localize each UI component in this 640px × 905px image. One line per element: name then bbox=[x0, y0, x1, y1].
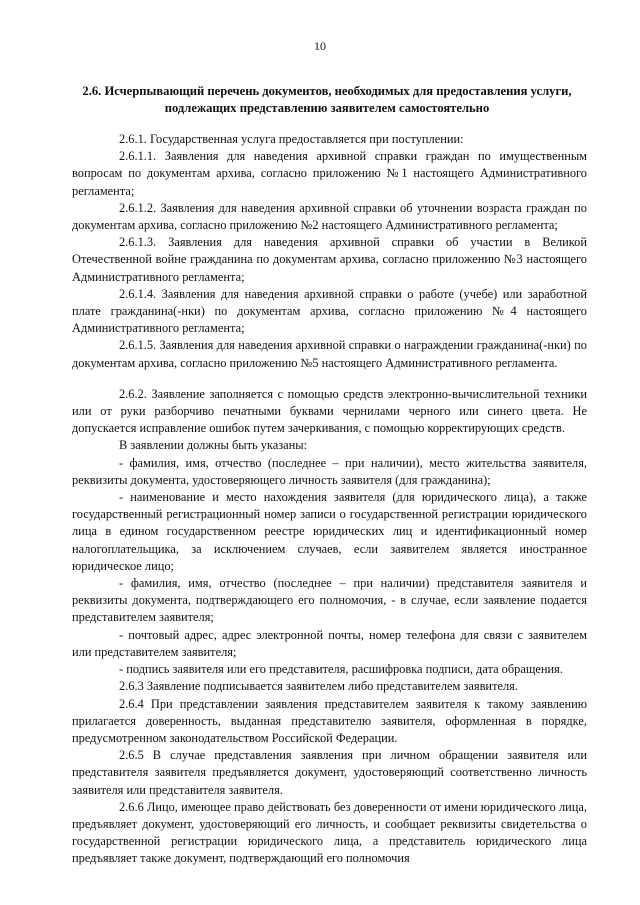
paragraph: 2.6.3 Заявление подписывается заявителем либо представителем заявителя. bbox=[119, 679, 518, 694]
section-heading: 2.6. Исчерпывающий перечень документов, необходимых для предоставления услуги, подлежащих представлению заявителем самостоятельно bbox=[82, 84, 572, 115]
document-body bbox=[72, 131, 587, 868]
paragraph: 2.6.1.4. Заявления для наведения архивной справки о работе (учебе) или заработной плате гражданина(-нки) по документам архива, согласно приложению №4 настоящего Административного регламента; bbox=[72, 286, 587, 336]
list-item: - фамилия, имя, отчество (последнее – при наличии) представителя заявителя и реквизиты документа, подтверждающего его полномочия, - в случае, если заявление подается представителем заявителя; bbox=[72, 576, 587, 625]
paragraph: В заявлении должны быть указаны: bbox=[119, 438, 308, 453]
paragraph: 2.6.5 В случае представления заявления при личном обращении заявителя или представителя заявителя предъявляется документ, удостоверяющий соответственно личность заявителя или представителя заявителя. bbox=[72, 748, 587, 797]
paragraph: 2.6.2. Заявление заполняется с помощью средств электронно-вычислительной техники или от руки разборчиво печатными буквами чернилами черного или синего цвета. Не допускается исправление ошибок путем зачеркивания, с помощью корректирующих средств. bbox=[72, 386, 587, 436]
list-item: - почтовый адрес, адрес электронной почты, номер телефона для связи с заявителем или представителем заявителя; bbox=[72, 627, 587, 659]
paragraph: 2.6.1. Государственная услуга предоставляется при поступлении: bbox=[119, 132, 464, 146]
paragraph: 2.6.6 Лицо, имеющее право действовать без доверенности от имени юридического лица, предъявляет документ, удостоверяющий его личность, и сообщает реквизиты свидетельства о государственной регистрации юридического лица, а представитель юридического лица предъявляет также документ, подтверждающий его полномочия bbox=[72, 799, 587, 866]
paragraph: 2.6.1.2. Заявления для наведения архивной справки об уточнении возраста граждан по документам архива, согласно приложению №2 настоящего Административного регламента; bbox=[72, 200, 587, 233]
paragraph: 2.6.1.5. Заявления для наведения архивной справки о награждении гражданина(-нки) по документам архива, согласно приложению №5 настоящего Административного регламента. bbox=[72, 338, 587, 370]
paragraph-gap bbox=[72, 372, 587, 386]
paragraph: 2.6.4 При представлении заявления представителем заявителя к такому заявлению прилагается доверенность, выданная представителю заявителя, оформленная в порядке, предусмотренном законодательством Российской Федерации. bbox=[72, 696, 587, 745]
list-item: - подпись заявителя или его представителя, расшифровка подписи, дата обращения. bbox=[119, 662, 563, 677]
paragraph: 2.6.1.1. Заявления для наведения архивной справки граждан по имущественным вопросам по документам архива, согласно приложению №1 настоящего Административного регламента; bbox=[72, 149, 587, 198]
list-item: - наименование и место нахождения заявителя (для юридического лица), а также государственный регистрационный номер записи о государственной регистрации юридического лица в едином государственном реестре юридических лиц и идентификационный номер налогоплательщика, за исключением случаев, если заявителем является иностранное юридическое лицо; bbox=[72, 490, 587, 573]
paragraph: 2.6.1.3. Заявления для наведения архивной справки об участии в Великой Отечественной войне гражданина по документам архива, согласно приложению №3 настоящего Административного регламента; bbox=[72, 235, 587, 284]
page-number: 10 bbox=[314, 39, 326, 53]
list-item: - фамилия, имя, отчество (последнее – при наличии), место жительства заявителя, реквизиты документа, удостоверяющего личность заявителя (для гражданина); bbox=[72, 455, 587, 487]
